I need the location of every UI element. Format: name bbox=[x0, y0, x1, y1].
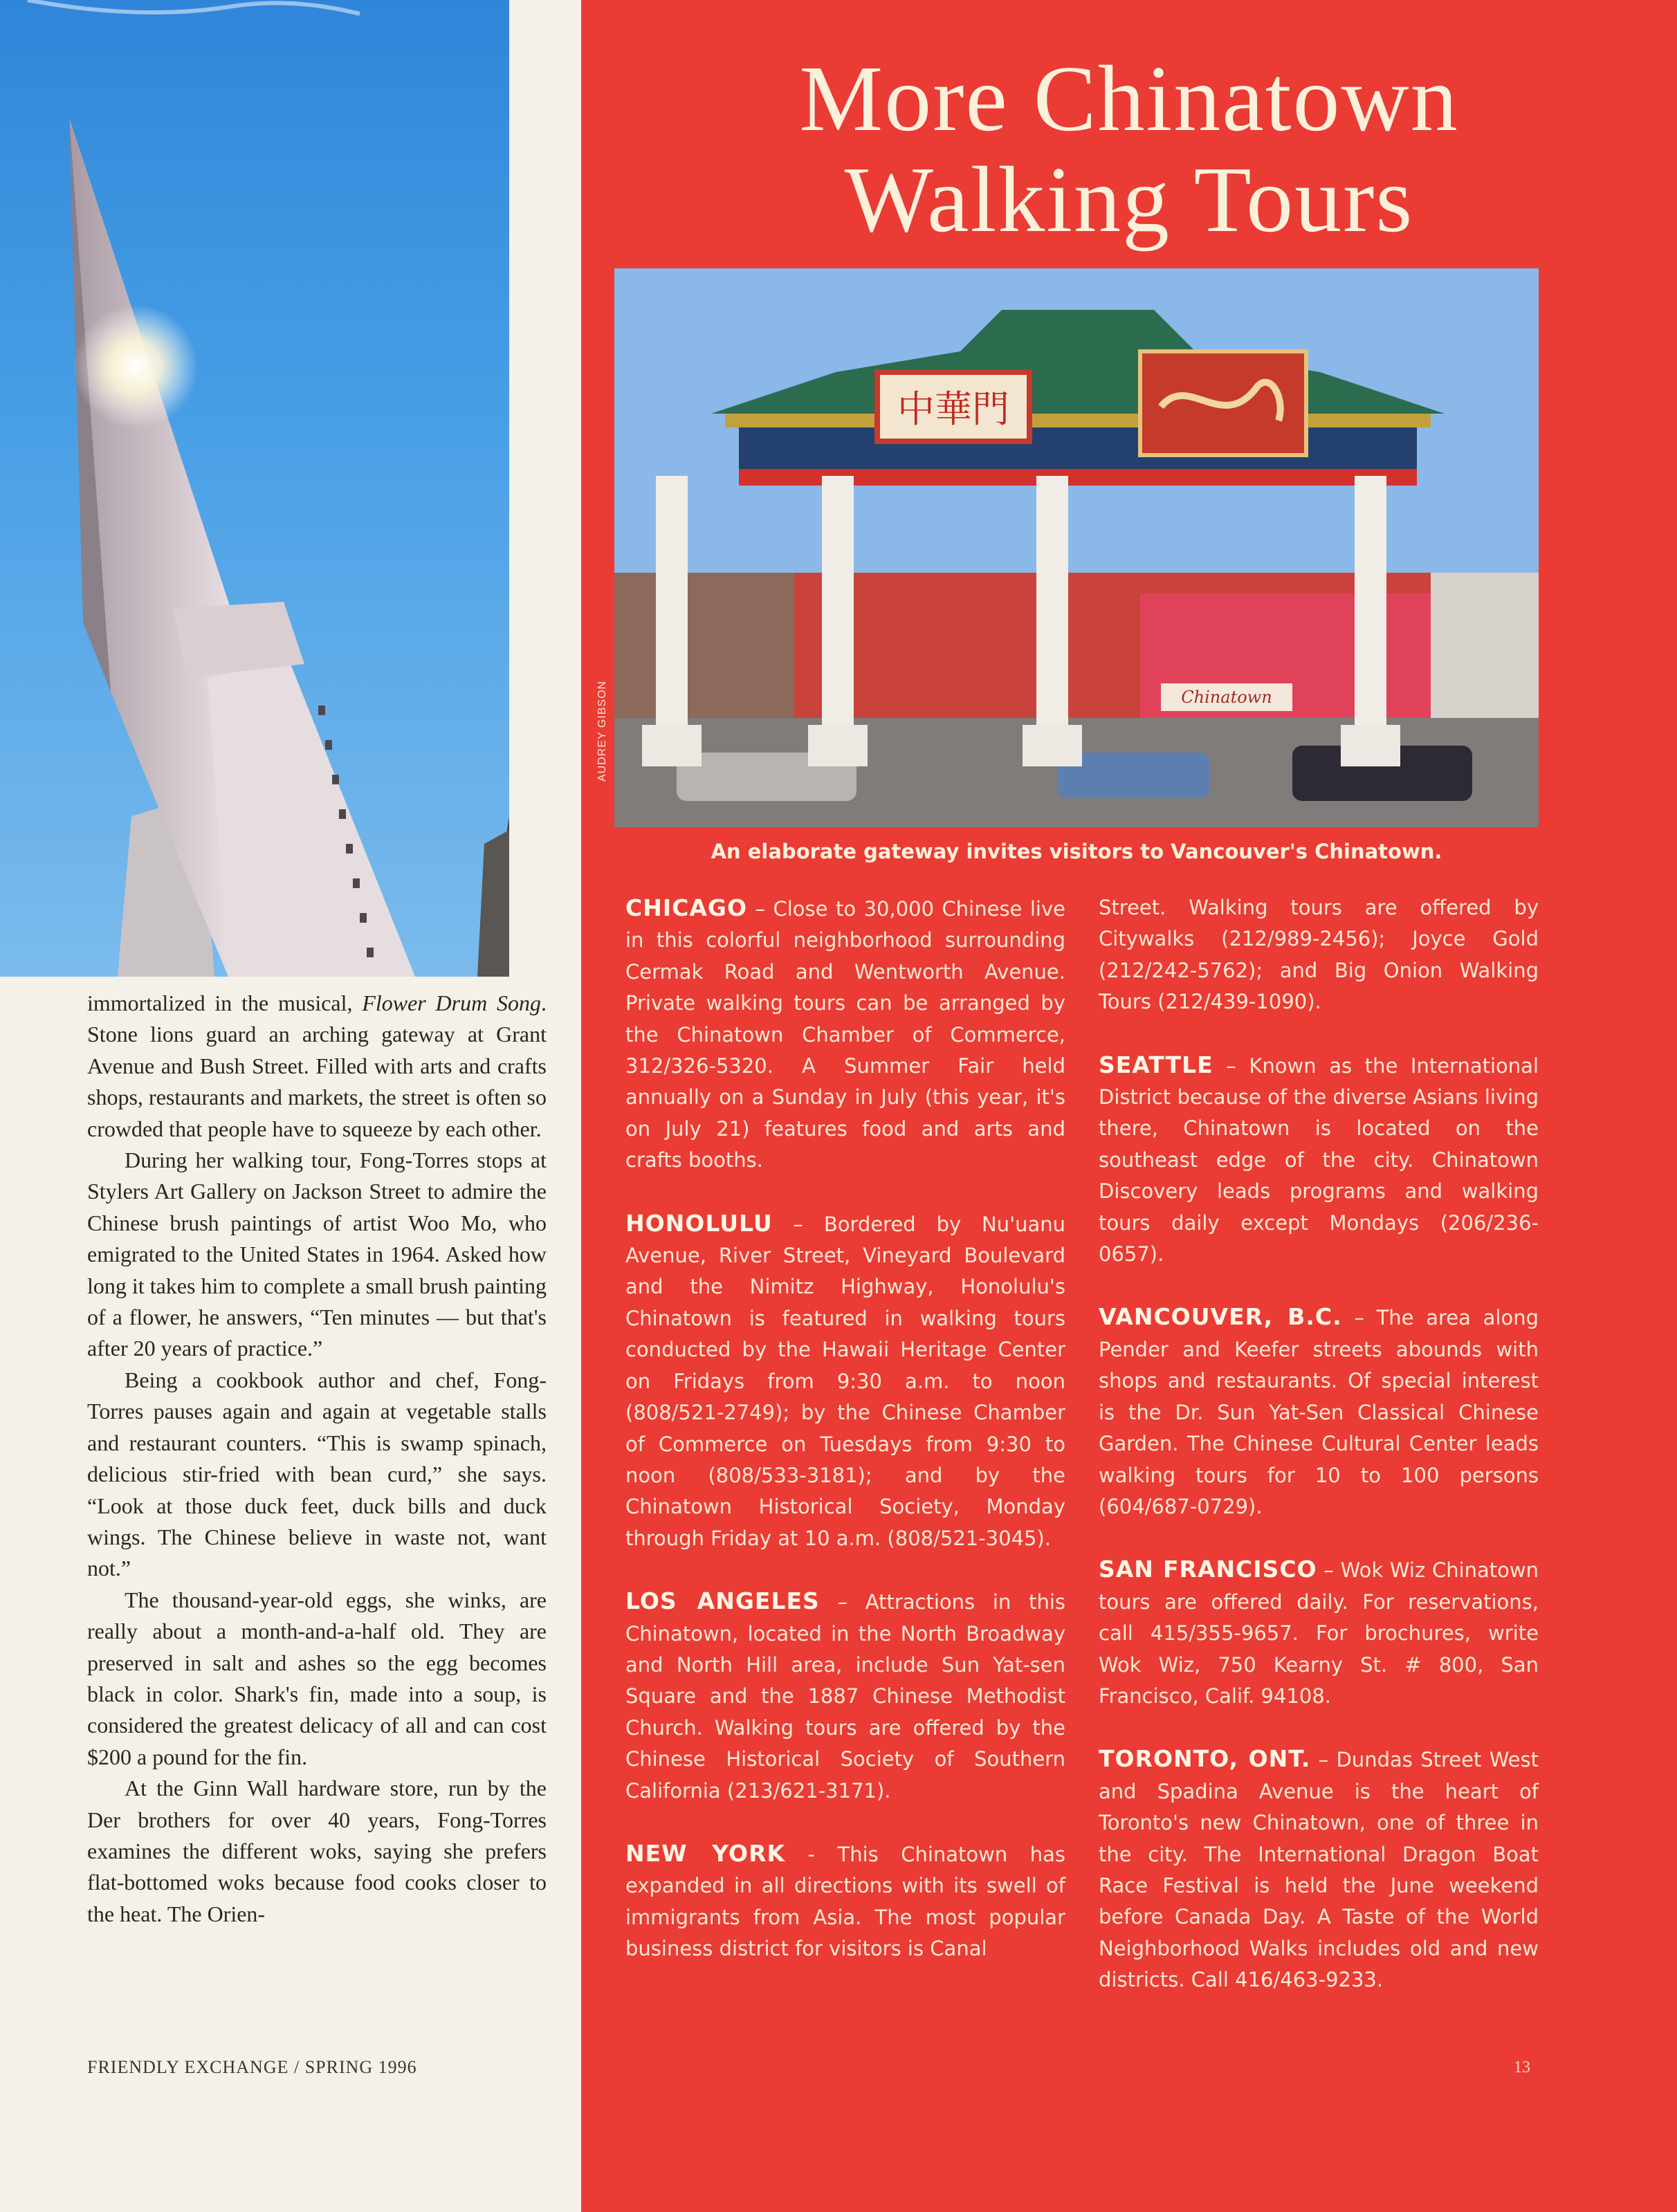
gateway-photo bbox=[614, 268, 1539, 827]
article-left-text bbox=[87, 988, 547, 1930]
city-name: LOS ANGELES bbox=[625, 1587, 820, 1615]
city-name: CHICAGO bbox=[625, 894, 748, 921]
skyscraper-photo bbox=[0, 0, 509, 977]
tour-entry: SAN FRANCISCO – Wok Wiz Chinatown tours are offered daily. For reservations, call 415/355-9657. For brochures, write Wok Wiz, 750 Kearny St. # 800, San Francisco, Calif. 94108. bbox=[1099, 1556, 1539, 1708]
chinatown-gate-illustration bbox=[614, 268, 1539, 827]
paragraph: During her walking tour, Fong-Torres stops at Stylers Art Gallery on Jackson Street to admire the Chinese brush paintings of artist Woo Mo, who emigrated to the United States in 1964. Asked how long it takes him to complete a small brush painting of a flower, he answers, “Ten minutes — but that's after 20 years of practice.” bbox=[87, 1148, 547, 1361]
photo-credit: AUDREY GIBSON bbox=[596, 680, 608, 782]
tour-column-1 bbox=[625, 892, 1065, 1996]
skyscraper-illustration bbox=[0, 0, 509, 977]
tour-column-2 bbox=[1099, 892, 1539, 2027]
city-name: SEATTLE bbox=[1099, 1051, 1213, 1078]
page-number: 13 bbox=[1514, 2058, 1530, 2076]
paragraph: Being a cookbook author and chef, Fong-Torres pauses again and again at vegetable stalls and restaurant counters. “This is swamp spinach, delicious stir-fried with bean curd,” she says. “Look at those duck feet, duck bills and duck wings. The Chinese believe in waste not, want not.” bbox=[87, 1367, 547, 1581]
city-name: NEW YORK bbox=[625, 1839, 786, 1867]
tour-entry: LOS ANGELES – Attractions in this Chinatown, located in the North Broadway and North Hill area, include Sun Yat-sen Square and the 1887 Chinese Methodist Church. Walking tours are offered by the Chinese Historical Society of Southern California (213/621-3171). bbox=[625, 1587, 1065, 1803]
headline-line: More Chinatown bbox=[799, 47, 1459, 151]
city-name: TORONTO, ONT. bbox=[1099, 1745, 1311, 1773]
headline bbox=[581, 48, 1677, 250]
tour-entry: CHICAGO – Close to 30,000 Chinese live in this colorful neighborhood surrounding Cermak Road and Wentworth Avenue. Private walking tours can be arranged by the Chinatown Chamber of Commerce, 312/326-5320. A Summer Fair held annually on a Sunday in July (this year, it's on July 21) features food and arts and crafts booths. bbox=[625, 894, 1065, 1172]
paragraph: At the Ginn Wall hardware store, run by the Der brothers for over 40 years, Fong-Torres examines the different woks, saying she prefers flat-bottomed woks because food cooks closer to the heat. The Orien- bbox=[87, 1776, 547, 1926]
photo-caption: An elaborate gateway invites visitors to Vancouver's Chinatown. bbox=[711, 840, 1442, 863]
tour-entry: HONOLULU – Bordered by Nu'uanu Avenue, River Street, Vineyard Boulevard and the Nimitz Highway, Honolulu's Chinatown is featured in walking tours conducted by the Hawaii Heritage Center on Fridays from 9:30 a.m. to noon (808/521-2749); by the Chinese Chamber of Commerce on Tuesdays from 9:30 to noon (808/533-3181); and by the Chinatown Historical Society, Monday through Friday at 10 a.m. (808/521-3045). bbox=[625, 1209, 1065, 1550]
city-name: HONOLULU bbox=[625, 1209, 773, 1237]
tour-entry: NEW YORK - This Chinatown has expanded in all directions with its swell of immigrants from Asia. The most popular business district for visitors is Canal bbox=[625, 1839, 1065, 1961]
publication-footer: FRIENDLY EXCHANGE / SPRING 1996 bbox=[87, 2057, 417, 2077]
tour-entry: SEATTLE – Known as the International District because of the diverse Asians living there, Chinatown is located on the southeast edge of the city. Chinatown Discovery leads programs and walking tours daily except Mondays (206/236-0657). bbox=[1099, 1051, 1539, 1266]
headline-line: Walking Tours bbox=[844, 148, 1414, 252]
paragraph: immortalized in the musical, Flower Drum Song. Stone lions guard an arching gateway at Grant Avenue and Bush Street. Filled with arts and crafts shops, restaurants and markets, the street is often so crowded that people have to squeeze by each other. bbox=[87, 990, 547, 1141]
gate-sign: 中華門 bbox=[897, 387, 1009, 431]
tour-entry: TORONTO, ONT. – Dundas Street West and Spadina Avenue is the heart of Toronto's new Chinatown, one of three in the city. The International Dragon Boat Race Festival is held the June weekend before Canada Day. A Taste of the World Neighborhood Walks includes old and new districts. Call 416/463-9233. bbox=[1099, 1745, 1539, 1992]
paragraph: The thousand-year-old eggs, she winks, are really about a month-and-a-half old. They are preserved in salt and ashes so the egg becomes black in color. Shark's fin, made into a soup, is considered the greatest delicacy of all and can cost $200 a pound for the fin. bbox=[87, 1587, 547, 1769]
city-name: VANCOUVER, B.C. bbox=[1099, 1303, 1342, 1331]
tour-entry: Street. Walking tours are offered by Citywalks (212/989-2456); Joyce Gold (212/242-5762); and Big Onion Walking Tours (212/439-1090). bbox=[1099, 896, 1539, 1014]
city-name: SAN FRANCISCO bbox=[1099, 1556, 1317, 1583]
shop-sign: Chinatown bbox=[1181, 688, 1272, 707]
left-column bbox=[0, 0, 581, 2212]
tour-entry: VANCOUVER, B.C. – The area along Pender and Keefer streets abounds with shops and restaurants. Of special interest is the Dr. Sun Yat-Sen Classical Chinese Garden. The Chinese Cultural Center leads walking tours for 10 to 100 persons (604/687-0729). bbox=[1099, 1303, 1539, 1518]
